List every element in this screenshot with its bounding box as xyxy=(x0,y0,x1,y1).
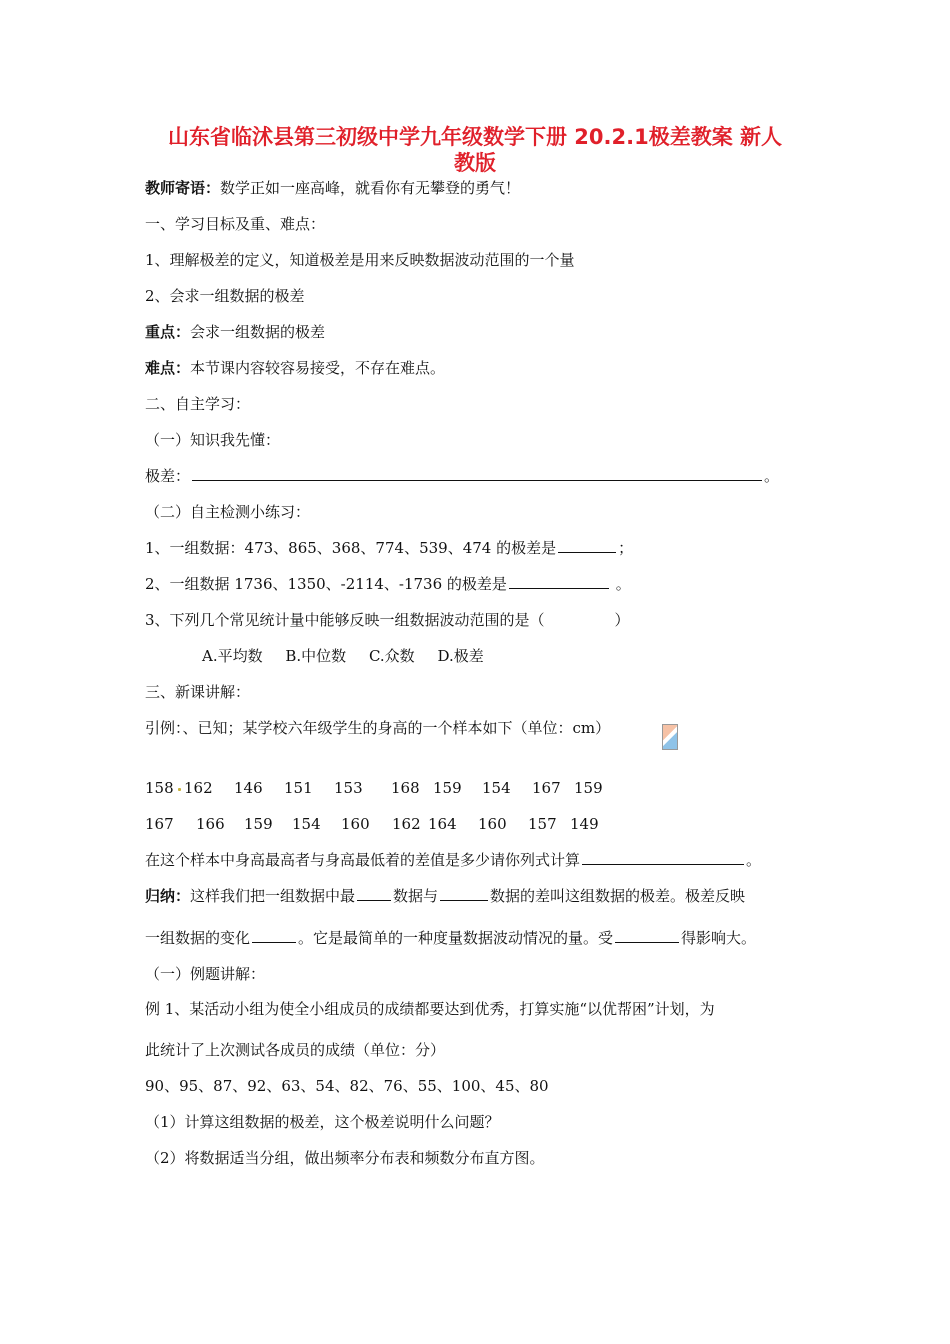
example-1-line-1: 例 1、某活动小组为使全小组成员的成绩都要达到优秀，打算实施“以优帮困”计划，为 xyxy=(145,1000,715,1018)
example-1-line-2: 此统计了上次测试各成员的成绩（单位：分） xyxy=(145,1041,446,1059)
option-c: C.众数 xyxy=(368,647,415,665)
height-question-text: 在这个样本中身高最高者与身高最低着的差值是多少请你列式计算 xyxy=(145,851,581,869)
key-point xyxy=(145,322,325,342)
definition-line xyxy=(145,466,779,486)
row1-value: 168 xyxy=(391,779,420,797)
summary2-blank-range[interactable] xyxy=(252,928,296,943)
subsection-practice: （二）自主检测小练习： xyxy=(145,503,311,521)
row2-value: 160 xyxy=(478,815,507,833)
height-data-row-1 xyxy=(145,778,614,798)
option-b: B.中位数 xyxy=(285,647,347,665)
definition-end: 。 xyxy=(764,467,780,485)
summary-text-b: 数据与 xyxy=(393,887,439,905)
question-2-text: 2、一组数据 1736、1350、-2114、-1736 的极差是 xyxy=(145,575,507,593)
goal-1: 1、理解极差的定义，知道极差是用来反映数据波动范围的一个量 xyxy=(145,251,575,269)
definition-label: 极差： xyxy=(145,467,191,485)
question-2-blank[interactable] xyxy=(509,574,609,589)
row2-value: 162 xyxy=(392,815,421,833)
document-title xyxy=(120,124,830,176)
row1-value: 146 xyxy=(234,779,263,797)
option-d: D.极差 xyxy=(437,647,484,665)
summary-label: 归纳： xyxy=(145,887,191,905)
row1-value: 159 xyxy=(433,779,462,797)
row1-value: 162 xyxy=(184,779,213,797)
key-text: 会求一组数据的极差 xyxy=(190,323,326,341)
section-3-heading: 三、新课讲解： xyxy=(145,683,251,701)
question-1-text: 1、一组数据：473、865、368、774、539、474 的极差是 xyxy=(145,539,557,557)
question-3 xyxy=(145,610,630,630)
difficulty-label: 难点： xyxy=(145,359,191,377)
row1-value: 158 xyxy=(145,779,174,797)
summary2-text-b: 。它是最简单的一种度量数据波动情况的量。受 xyxy=(298,929,614,947)
marker-dot xyxy=(178,788,181,791)
row1-value: 151 xyxy=(284,779,313,797)
example-heading: （一）例题讲解： xyxy=(145,965,266,983)
summary-blank-min[interactable] xyxy=(440,886,488,901)
row2-value: 164 xyxy=(428,815,457,833)
question-1 xyxy=(145,538,633,558)
summary2-blank-factor[interactable] xyxy=(615,928,679,943)
broken-image-icon xyxy=(662,724,678,750)
row2-value: 160 xyxy=(341,815,370,833)
row2-value: 157 xyxy=(528,815,557,833)
summary2-text-a: 一组数据的变化 xyxy=(145,929,251,947)
difficulty-text: 本节课内容较容易接受，不存在难点。 xyxy=(190,359,446,377)
row2-value: 166 xyxy=(196,815,225,833)
height-question-blank[interactable] xyxy=(582,850,744,865)
key-label: 重点： xyxy=(145,323,191,341)
example-1-question-1: （1）计算这组数据的极差，这个极差说明什么问题？ xyxy=(145,1113,500,1131)
summary-text-a: 这样我们把一组数据中最 xyxy=(190,887,356,905)
row2-value: 167 xyxy=(145,815,174,833)
height-question xyxy=(145,850,761,870)
row2-value: 154 xyxy=(292,815,321,833)
question-1-end: ； xyxy=(618,539,634,557)
section-1-heading: 一、学习目标及重、难点： xyxy=(145,215,326,233)
row1-value: 153 xyxy=(334,779,363,797)
summary-line-2 xyxy=(145,928,756,948)
row1-value: 167 xyxy=(532,779,561,797)
motto-text: 数学正如一座高峰，就看你有无攀登的勇气！ xyxy=(220,179,521,197)
row1-value: 159 xyxy=(574,779,603,797)
row1-value: 154 xyxy=(482,779,511,797)
question-2-end: 。 xyxy=(610,575,631,593)
example-1-scores: 90、95、87、92、63、54、82、76、55、100、45、80 xyxy=(145,1077,549,1095)
subsection-knowledge: （一）知识我先懂： xyxy=(145,431,281,449)
goal-2: 2、会求一组数据的极差 xyxy=(145,287,305,305)
height-data-row-2 xyxy=(145,814,610,834)
question-3-options xyxy=(202,646,502,666)
title-line-1: 山东省临沭县第三初级中学九年级数学下册 20.2.1极差教案 新人 xyxy=(167,125,783,149)
summary-line-1 xyxy=(145,886,745,906)
teacher-motto xyxy=(145,178,520,198)
option-a: A.平均数 xyxy=(202,647,263,665)
question-3-end: ） xyxy=(614,611,630,629)
question-2 xyxy=(145,574,631,594)
question-3-text: 3、下列几个常见统计量中能够反映一组数据波动范围的是（ xyxy=(145,611,545,629)
example-1-question-2: （2）将数据适当分组，做出频率分布表和频数分布直方图。 xyxy=(145,1149,545,1167)
row2-value: 149 xyxy=(570,815,599,833)
difficulty xyxy=(145,358,445,378)
motto-label: 教师寄语： xyxy=(145,179,221,197)
summary2-text-c: 得影响大。 xyxy=(681,929,757,947)
height-question-end: 。 xyxy=(746,851,762,869)
example-intro: 引例：、已知；某学校六年级学生的身高的一个样本如下（单位：cm） xyxy=(145,719,611,737)
summary-text-c: 数据的差叫这组数据的极差。极差反映 xyxy=(490,887,746,905)
title-line-2: 教版 xyxy=(454,151,496,175)
row2-value: 159 xyxy=(244,815,273,833)
summary-blank-max[interactable] xyxy=(357,886,391,901)
question-1-blank[interactable] xyxy=(558,538,616,553)
section-2-heading: 二、自主学习： xyxy=(145,395,251,413)
definition-blank[interactable] xyxy=(192,466,762,481)
